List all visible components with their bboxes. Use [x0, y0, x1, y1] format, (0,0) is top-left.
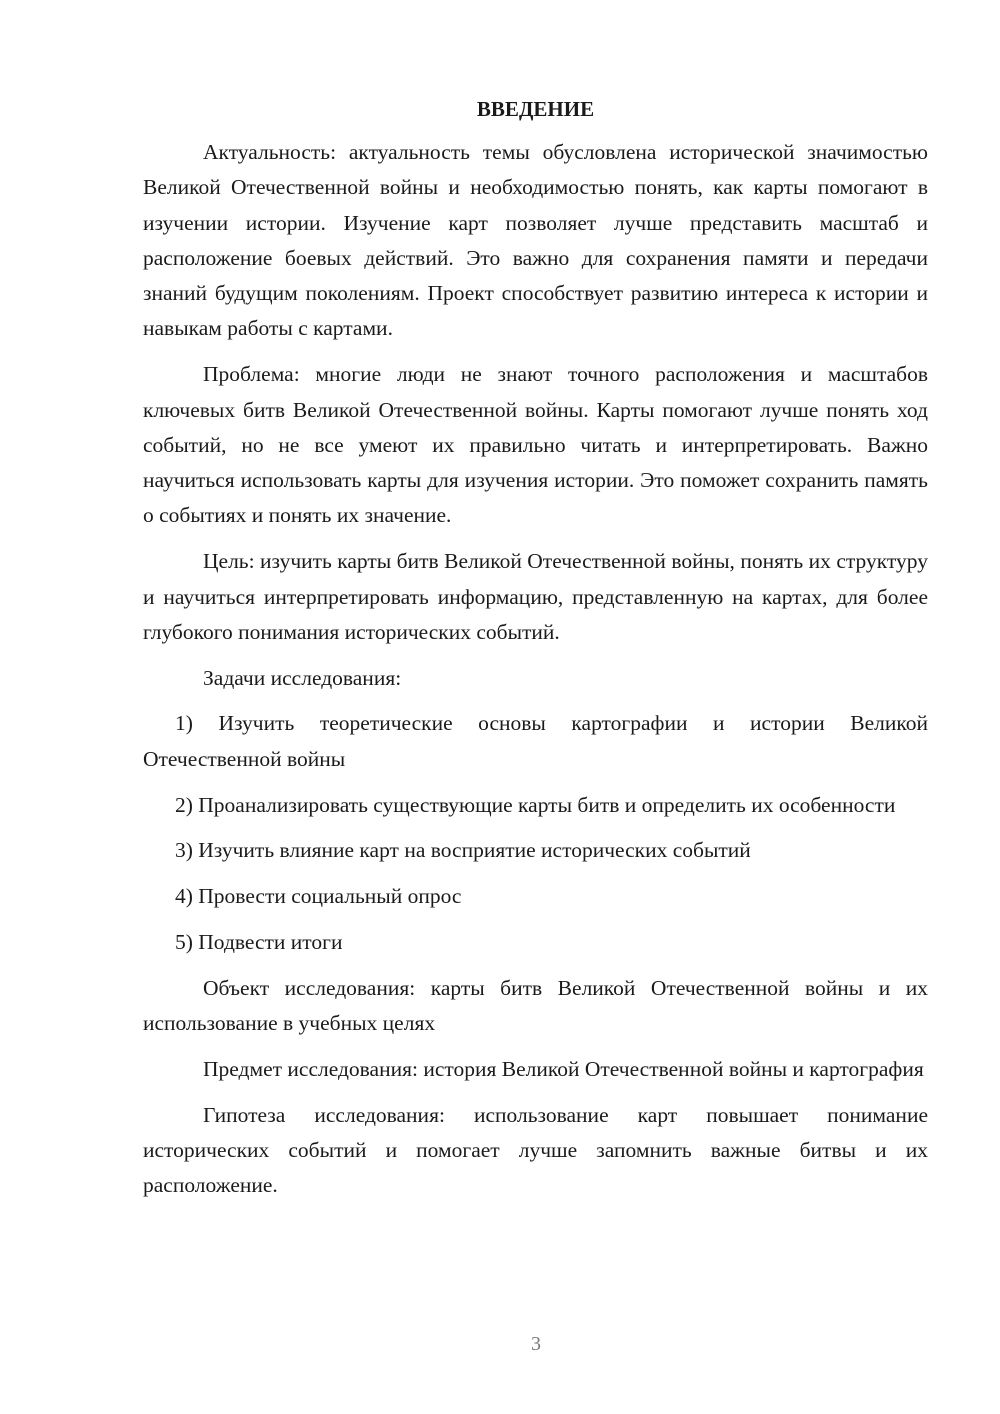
task-item: 5) Подвести итоги [175, 929, 343, 954]
task-item: 3) Изучить влияние карт на восприятие исторических событий [175, 838, 751, 863]
object-paragraph: Объект исследования: карты битв Великой Отечественной войны и их использование в учебных целях [143, 975, 928, 1036]
page-number: 3 [531, 1333, 541, 1355]
goal-paragraph: Цель: изучить карты битв Великой Отечественной войны, понять их структуру и научиться интерпретировать информацию, представленную на картах, для более глубокого понимания исторических событий. [143, 549, 928, 644]
relevance-paragraph: Актуальность: актуальность темы обусловлена исторической значимостью Великой Отечественной войны и необходимостью понять, как карты помогают в изучении истории. Изучение карт позволяет лучше представить масштаб и расположение боевых действий. Это важно для сохранения памяти и передачи знаний будущим поколениям. Проект способствует развитию интереса к истории и навыкам работы с картами. [143, 140, 928, 341]
hypothesis-paragraph: Гипотеза исследования: использование карт повышает понимание исторических событий и помогает лучше запомнить важные битвы и их расположение. [143, 1102, 928, 1198]
subject-paragraph: Предмет исследования: история Великой Отечественной войны и картография [203, 1056, 924, 1081]
problem-paragraph: Проблема: многие люди не знают точного расположения и масштабов ключевых битв Великой Отечественной войны. Карты помогают лучше понять ход событий, но не все умеют их правильно читать и интерпретировать. Важно научиться использовать карты для изучения истории. Это поможет сохранить память о событиях и понять их значение. [143, 362, 928, 528]
task-item: 4) Провести социальный опрос [175, 884, 462, 909]
document-page [143, 92, 928, 1214]
task-item: 1) Изучить теоретические основы картографии и истории Великой Отечественной войны [143, 711, 928, 771]
tasks-heading: Задачи исследования: [203, 665, 402, 690]
page-title: ВВЕДЕНИЕ [476, 97, 595, 121]
task-item: 2) Проанализировать существующие карты битв и определить их особенности [175, 792, 896, 817]
